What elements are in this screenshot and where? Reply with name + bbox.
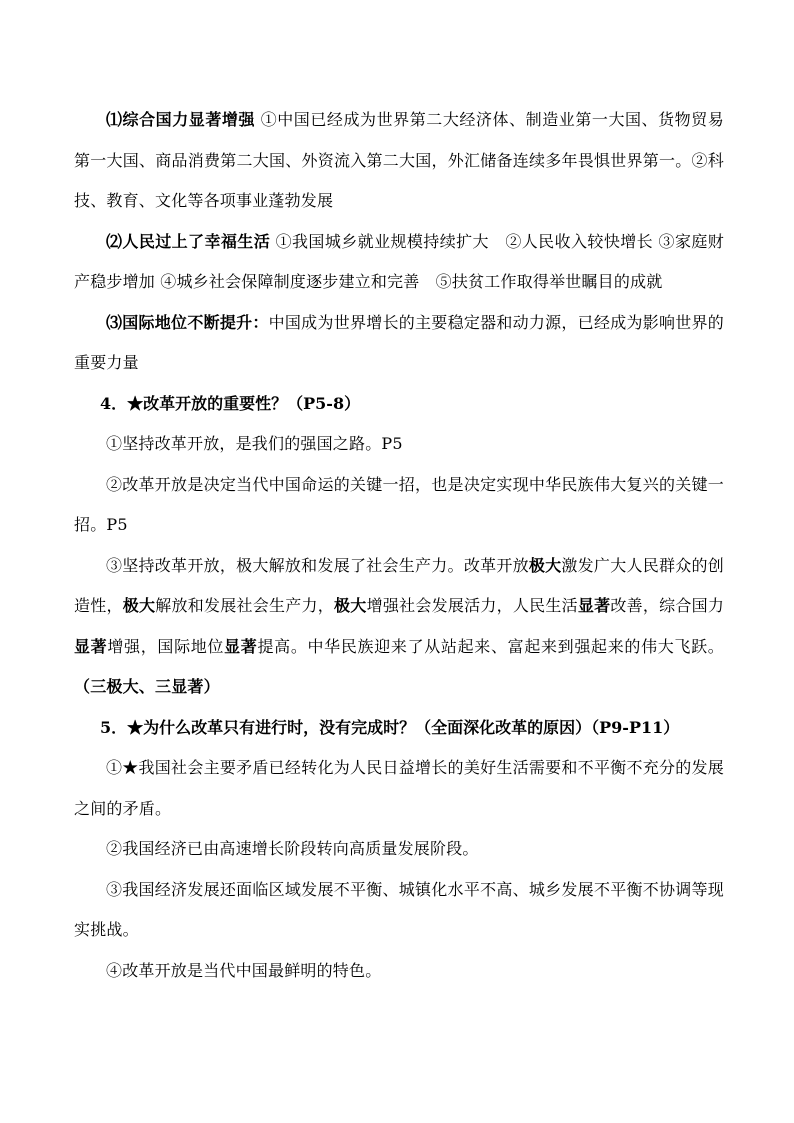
section-5-item-2: [74, 829, 724, 870]
text-segment: 增强，国际地位: [107, 636, 225, 656]
section-4-item-2: [74, 465, 724, 546]
section-5-items: [74, 748, 724, 991]
paragraph-international-status: [74, 303, 724, 384]
text-segment: ①坚持改革开放，是我们的强国之路。P5: [106, 434, 403, 453]
text-segment: 解放和发展社会生产力，: [155, 596, 335, 615]
text-segment: 增强社会发展活力，人民生活: [366, 596, 578, 615]
text-segment: ⑴综合国力显著增强: [106, 110, 256, 129]
text-segment: ③坚持改革开放，极大解放和发展了社会生产力。改革开放: [106, 555, 529, 575]
text-segment: ③我国经济发展还面临区域发展不平衡、城镇化水平不高、城乡发展不平衡不协调等现实挑战。: [74, 879, 724, 939]
text-segment: ②改革开放是决定当代中国命运的关键一招，也是决定实现中华民族伟大复兴的关键一招。P5: [74, 474, 724, 534]
text-segment: 激发广大人民群众的创造性，: [74, 555, 724, 615]
text-segment: 显著: [74, 636, 108, 656]
text-segment: ⑶国际地位不断提升：: [106, 312, 269, 332]
section-5-item-1: [74, 748, 724, 829]
text-segment: 改善，综合国力: [610, 596, 725, 615]
section-4-heading: 4．★改革开放的重要性？（P5-8）: [100, 393, 361, 413]
text-segment: ①我国城乡就业规模持续扩大 ②人民收入较快增长 ③家庭财产稳步增加 ④城乡社会保障制度逐步建立和完善 ⑤扶贫工作取得举世瞩目的成就: [74, 231, 724, 291]
text-segment: ①中国已经成为世界第二大经济体、制造业第一大国、货物贸易第一大国、商品消费第二大国、外资流入第二大国，外汇储备连续多年畏惧世界第一。②科技、教育、文化等各项事业蓬勃发展: [74, 110, 724, 210]
text-segment: 极大: [528, 555, 562, 575]
text-segment: ⑵人民过上了幸福生活: [106, 231, 271, 251]
text-segment: ①★我国社会主要矛盾已经转化为人民日益增长的美好生活需要和不平衡不充分的发展之间的矛盾。: [74, 758, 724, 818]
section-4-item-1: [74, 424, 724, 465]
section-5-item-3: [74, 870, 724, 951]
paragraph-comprehensive-strength: [74, 100, 724, 222]
text-segment: ④改革开放是当代中国最鲜明的特色。: [106, 960, 382, 980]
text-segment: 极大: [122, 596, 156, 615]
text-segment: 极大: [334, 596, 367, 615]
text-segment: ②我国经济已由高速增长阶段转向高质量发展阶段。: [106, 839, 479, 858]
section-4-item-3: [74, 546, 724, 708]
text-segment: 显著: [577, 596, 611, 615]
section-5-item-4: [74, 951, 724, 992]
text-segment: 中国成为世界增长的主要稳定器和动力源，已经成为影响世界的重要力量: [74, 312, 724, 372]
section-4-items: [74, 424, 724, 708]
text-segment: （三极大、三显著）: [74, 677, 220, 696]
document-page: [74, 100, 724, 991]
section-5-heading: 5．★为什么改革只有进行时，没有完成时？（全面深化改革的原因）（P9-P11）: [100, 717, 680, 737]
text-segment: 提高。中华民族迎来了从站起来、富起来到强起来的伟大飞跃。: [257, 636, 724, 656]
paragraph-happy-life: [74, 222, 724, 303]
text-segment: 显著: [224, 636, 258, 656]
